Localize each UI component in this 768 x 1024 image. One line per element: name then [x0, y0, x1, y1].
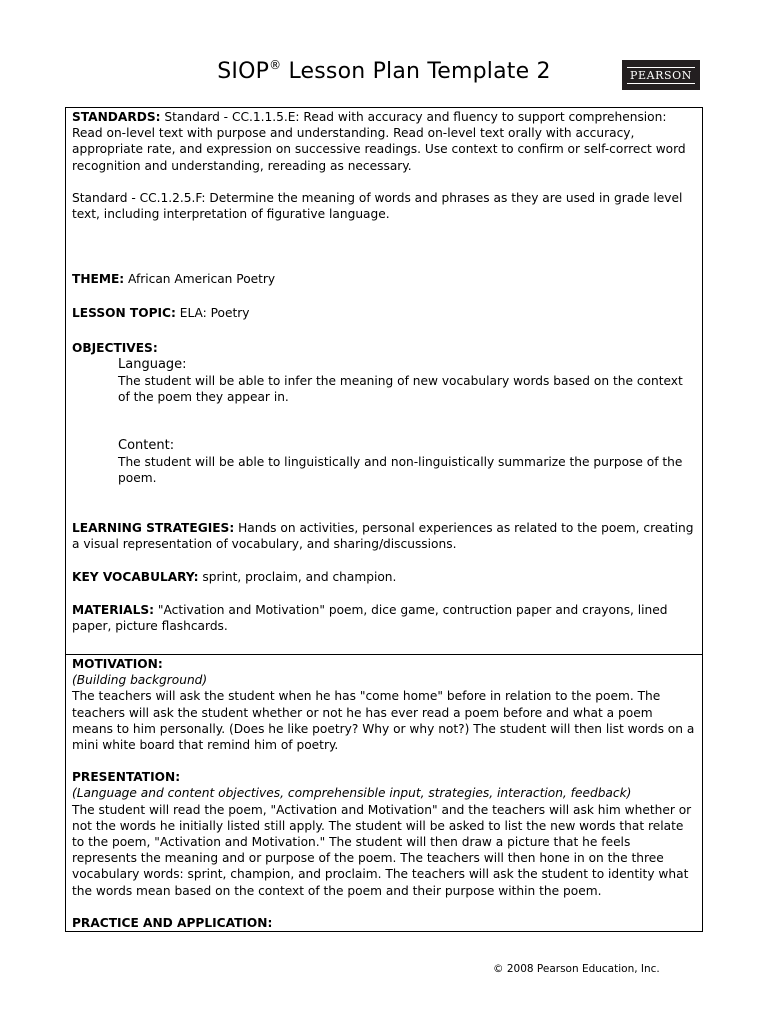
- title-prefix: SIOP: [217, 59, 270, 84]
- practice-label: PRACTICE AND APPLICATION:: [72, 915, 273, 930]
- topic-label: LESSON TOPIC:: [72, 306, 176, 321]
- motivation-subtitle: (Building background): [72, 673, 208, 688]
- logo-text: PEARSON: [627, 67, 695, 84]
- vocabulary-text: sprint, proclaim, and champion.: [198, 570, 397, 585]
- registered-mark: ®: [269, 58, 282, 72]
- materials-text: "Activation and Motivation" poem, dice game, contruction paper and crayons, lined paper, picture flashcards.: [72, 603, 668, 634]
- title-rest: Lesson Plan Template 2: [281, 59, 551, 84]
- lesson-procedure-box: [65, 654, 703, 932]
- topic-paragraph: [72, 305, 697, 321]
- language-text: The student will be able to infer the meaning of new vocabulary words based on the context of the poem they appear in.: [118, 373, 683, 405]
- standards-text: Standard - CC.1.1.5.E: Read with accuracy and fluency to support comprehension: Read on-level text with purpose and understanding. Read on-level text orally with accuracy, appropriate rate, and expression on successive readings. Use context to confirm or self-correct word recognition and understanding, rereading as necessary.: [72, 110, 686, 173]
- materials-label: MATERIALS:: [72, 603, 155, 618]
- content-label: Content:: [118, 438, 175, 454]
- presentation-text: The student will read the poem, "Activation and Motivation" and the teachers will ask him whether or not the words he initially listed still apply. The student will be asked to list the new words that relate to the poem, "Activation and Motivation." The student will then draw a picture that he feels represents the meaning and or purpose of the poem. The teachers will then hone in on the three vocabulary words: sprint, champion, and proclaim. The teachers will ask the student to identity what the words mean based on the context of the poem and their purpose within the poem.: [72, 802, 692, 898]
- standards-label: STANDARDS:: [72, 110, 161, 124]
- topic-text: ELA: Poetry: [175, 306, 250, 321]
- motivation-label: MOTIVATION:: [72, 657, 163, 671]
- objectives-label: OBJECTIVES:: [72, 340, 158, 355]
- pearson-logo: [622, 60, 700, 90]
- lesson-overview-box: [65, 107, 703, 655]
- language-label: Language:: [118, 356, 187, 372]
- standards-paragraph-2: Standard - CC.1.2.5.F: Determine the meaning of words and phrases as they are used in grade level text, including interpretation of figurative language.: [72, 190, 683, 222]
- vocabulary-paragraph: [72, 569, 697, 585]
- theme-text: African American Poetry: [124, 272, 276, 287]
- standards-paragraph: [72, 109, 697, 174]
- strategies-paragraph: [72, 520, 697, 552]
- copyright-footer: © 2008 Pearson Education, Inc.: [493, 963, 660, 975]
- strategies-text: Hands on activities, personal experiences as related to the poem, creating a visual representation of vocabulary, and sharing/discussions.: [72, 520, 694, 551]
- presentation-label: PRESENTATION:: [72, 770, 181, 785]
- language-objective: [72, 356, 697, 487]
- theme-label: THEME:: [72, 272, 125, 287]
- motivation-text: The teachers will ask the student when he has "come home" before in relation to the poem. The teachers will ask the student whether or not he has ever read a poem before and what a poem means to him personally. (Does he like poetry? Why or why not?) The student will then list words on a mini white board that remind him of poetry.: [72, 689, 695, 753]
- vocabulary-label: KEY VOCABULARY:: [72, 570, 199, 585]
- theme-paragraph: [72, 271, 697, 287]
- presentation-subtitle: (Language and content objectives, comprehensible input, strategies, interaction, feedback): [72, 786, 632, 801]
- materials-paragraph: [72, 602, 697, 634]
- content-text: The student will be able to linguistically and non-linguistically summarize the purpose of the poem.: [118, 455, 683, 486]
- strategies-label: LEARNING STRATEGIES:: [72, 520, 235, 535]
